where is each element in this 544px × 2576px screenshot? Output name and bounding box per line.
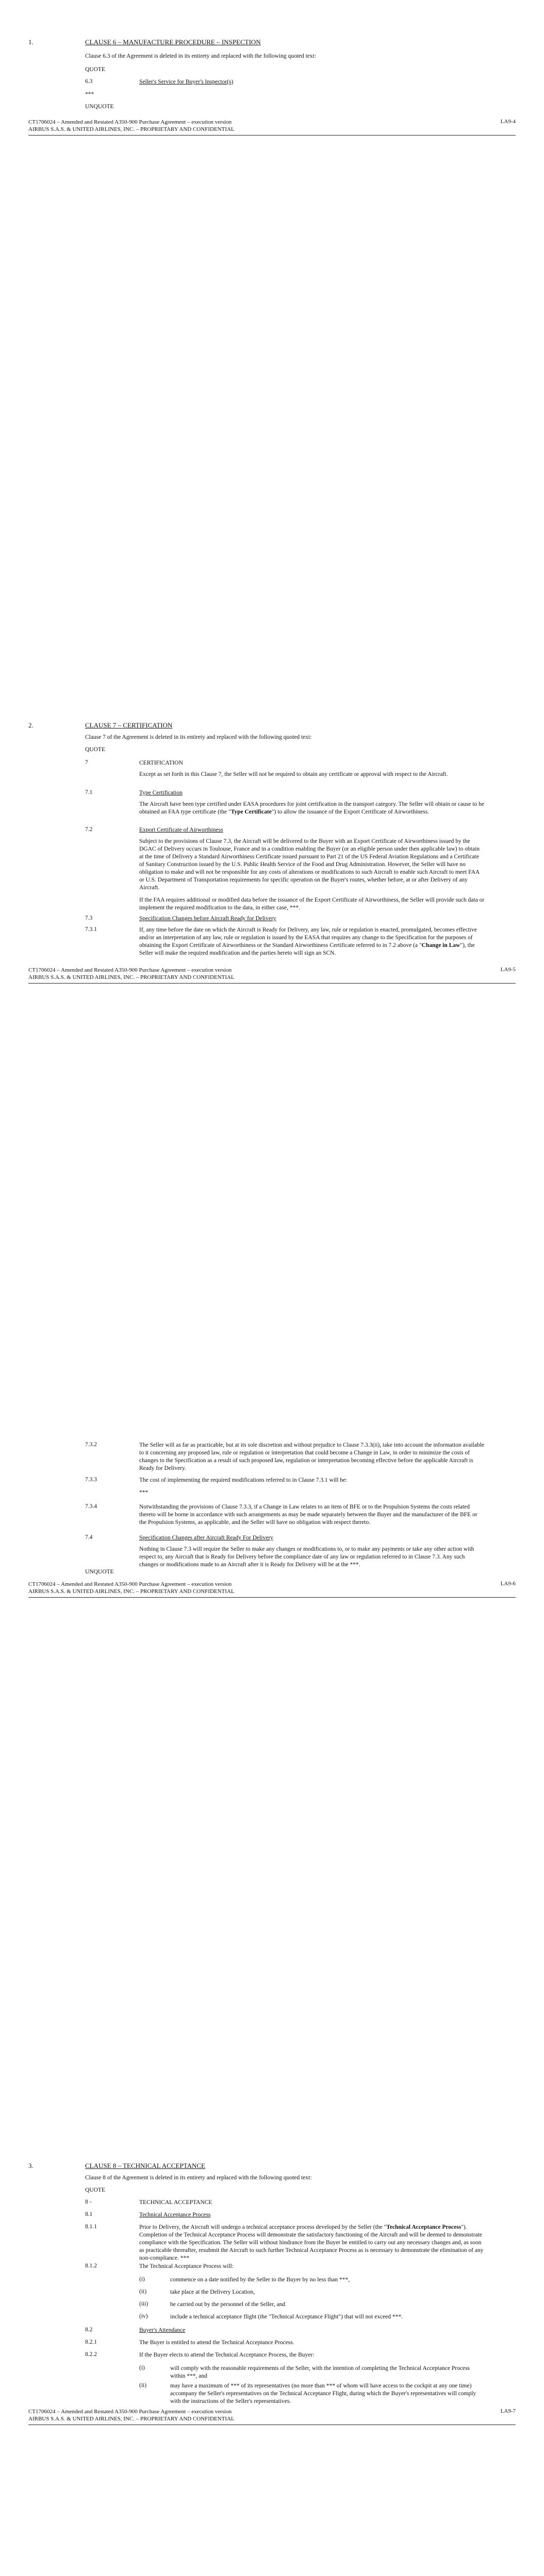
clause-number: 8.1	[85, 2211, 93, 2217]
page-footer	[28, 1581, 235, 1595]
footer-line-1: CT1706024 – Amended and Restated A350-900 Purchase Agreement – execution version	[28, 1581, 232, 1587]
clause-number: 8.1.2	[85, 2263, 97, 2269]
clause-text: The Aircraft have been type certified under EASA procedures for joint certification in the transport category. The Seller will obtain or cause to be obtained an FAA type certificate (the "Type Certificate") to allow the issuance of the Export Certificate of Airworthiness.	[139, 801, 484, 815]
clause-text: The Buyer is entitled to attend the Technical Acceptance Process.	[139, 2340, 294, 2346]
page-footer	[28, 2408, 235, 2422]
section-heading: CLAUSE 6 – MANUFACTURE PROCEDURE – INSPECTION	[85, 38, 261, 46]
footer-rule	[28, 1597, 516, 1598]
page-number: LA9-6	[500, 1581, 516, 1587]
quote-label: QUOTE	[85, 2187, 105, 2193]
list-item-number: (iv)	[139, 2313, 148, 2319]
footer-line-2: AIRBUS S.A.S. & UNITED AIRLINES, INC. – PROPRIETARY AND CONFIDENTIAL	[28, 1588, 235, 1595]
section-heading: CLAUSE 8 – TECHNICAL ACCEPTANCE	[85, 2162, 205, 2170]
clause-text: If the Buyer elects to attend the Technical Acceptance Process, the Buyer:	[139, 2352, 315, 2358]
clause-number: 8.2.1	[85, 2339, 97, 2345]
list-item-text: be carried out by the personnel of the Seller, and	[170, 2301, 286, 2308]
footer-line-1: CT1706024 – Amended and Restated A350-900 Purchase Agreement – execution version	[28, 2409, 232, 2415]
redacted-text: ***	[139, 1489, 149, 1496]
intro-text: Clause 8 of the Agreement is deleted in its entirety and replaced with the following quoted text:	[85, 2175, 312, 2181]
page-number: LA9-7	[500, 2408, 516, 2414]
clause-text: The Seller will as far as practicable, but at its sole discretion and without prejudice to Clause 7.3.3(ii), take into account the information available to it concerning any proposed law, rule or regulation or interpretation that could become a Change in Law, in order to minimize the costs of changes to the Specification as a result of such proposed law, regulation or interpretation becoming effective before the applicable Aircraft is Ready for Delivery.	[139, 1442, 485, 1471]
unquote-label: UNQUOTE	[85, 1569, 114, 1575]
clause-text: Nothing in Clause 7.3 will require the Seller to make any changes or modifications to, or to make any payments or take any other action with respect to, any Aircraft that is Ready for Delivery before the compliance date of any law or regulation referred to in Clause 7.3. Any such changes or modifications made to an Aircraft after it is Ready for Delivery will be at the ***.	[139, 1546, 474, 1568]
list-item-number: (ii)	[139, 2382, 147, 2388]
clause-title: Type Certification	[139, 790, 183, 796]
list-item-text: will comply with the reasonable requirements of the Seller, with the intention of completing the Technical Acceptance Process within ***, and	[170, 2365, 470, 2379]
clause-number: 7.3.4	[85, 1503, 97, 1510]
clause-title: Specification Changes before Aircraft Ready for Delivery	[139, 916, 276, 922]
list-item-number: (ii)	[139, 2289, 147, 2295]
list-item-number: (iii)	[139, 2301, 149, 2307]
clause-number: 7	[85, 759, 88, 766]
clause-text: Subject to the provisions of Clause 7.3, the Aircraft will be delivered to the Buyer with an Export Certificate of Airworthiness issued by the DGAC of Delivery occurs in Toulouse, France and in a condition enabling the Buyer (or an eligible person under then applicable law) to obtain at the time of Delivery a Standard Airworthiness Certificate issued pursuant to Part 21 of the US Federal Aviation Regulations and a Certificate of Sanitary Construction issued by the U.S. Public Health Service of the Food and Drug Administration. However, the Seller will have no obligation to make and will not be responsible for any costs of alterations or modifications to such Aircraft to enable such Aircraft to meet FAA or U.S. Department of Transportation requirements for specific operation on the Buyer's routes, whether before, at or after Delivery of any Aircraft.	[139, 838, 480, 891]
list-item-text: take place at the Delivery Location,	[170, 2289, 255, 2295]
clause-text: The cost of implementing the required modifications referred to in Clause 7.3.1 will be:	[139, 1477, 348, 1483]
clause-number: 7.1	[85, 789, 93, 795]
footer-line-2: AIRBUS S.A.S. & UNITED AIRLINES, INC. – PROPRIETARY AND CONFIDENTIAL	[28, 2416, 235, 2422]
footer-line-1: CT1706024 – Amended and Restated A350-900 Purchase Agreement – execution version	[28, 967, 232, 973]
list-item-number: (i)	[139, 2365, 145, 2371]
section-heading: CLAUSE 7 – CERTIFICATION	[85, 721, 173, 729]
clause-number: 8.1.1	[85, 2224, 97, 2230]
clause-title: CERTIFICATION	[139, 760, 183, 766]
clause-text: If the FAA requires additional or modified data before the issuance of the Export Certificate of Airworthiness, the Seller will provide such data or implement the required modification to the data, in either case, ***.	[139, 897, 485, 911]
footer-line-2: AIRBUS S.A.S. & UNITED AIRLINES, INC. – PROPRIETARY AND CONFIDENTIAL	[28, 126, 235, 132]
list-item-text: commence on a date notified by the Seller to the Buyer by no less than ***,	[170, 2277, 350, 2283]
page-number: LA9-4	[500, 118, 516, 125]
intro-text: Clause 6.3 of the Agreement is deleted in its entirety and replaced with the following quoted text:	[85, 53, 317, 59]
clause-number: 7.4	[85, 1534, 93, 1540]
footer-line-1: CT1706024 – Amended and Restated A350-900 Purchase Agreement – execution version	[28, 119, 232, 125]
clause-title: Technical Acceptance Process	[139, 2212, 211, 2218]
page-footer	[28, 118, 235, 133]
clause-title: Specification Changes after Aircraft Ready For Delivery	[139, 1535, 273, 1541]
clause-text: Except as set forth in this Clause 7, the Seller will not be required to obtain any certificate or approval with respect to the Aircraft.	[139, 771, 448, 777]
clause-title: Seller's Service for Buyer's Inspector(s)	[139, 79, 234, 85]
list-item-text: include a technical acceptance flight (the "Technical Acceptance Flight") that will not exceed ***.	[170, 2314, 403, 2320]
clause-number: 6.3	[85, 78, 93, 84]
clause-number: 8.2	[85, 2327, 93, 2333]
clause-number: 7.3	[85, 915, 93, 921]
footer-line-2: AIRBUS S.A.S. & UNITED AIRLINES, INC. – PROPRIETARY AND CONFIDENTIAL	[28, 974, 235, 980]
page-number: LA9-5	[500, 967, 516, 973]
clause-number: 7.3.3	[85, 1477, 97, 1483]
section-number: 2.	[28, 721, 34, 729]
quote-label: QUOTE	[85, 747, 105, 753]
page-footer	[28, 967, 235, 981]
clause-number: 7.2	[85, 826, 93, 833]
clause-text: Prior to Delivery, the Aircraft will undergo a technical acceptance process developed by the Seller (the "Technical Acceptance Process"). Completion of the Technical Acceptance Process will demonstrate the satisfactory functioning of the Aircraft and will be deemed to demonstrate compliance with the Specification. The Seller will without hindrance from the Buyer be entitled to carry out any necessary changes and, as soon as practicable thereafter, resubmit the Aircraft to such further Technical Acceptance Process as is necessary to demonstrate the elimination of any non-compliance. ***	[139, 2224, 484, 2261]
quote-label: QUOTE	[85, 66, 105, 73]
clause-text: Notwithstanding the provisions of Clause 7.3.3, if a Change in Law relates to an item of BFE or to the Propulsion Systems the costs related thereto will be borne in accordance with such arrangements as may be made separately between the Buyer and the manufacturer of the BFE or the Propulsion Systems, as applicable, and the Seller will have no obligation with respect thereto.	[139, 1504, 477, 1526]
clause-title: Export Certificate of Airworthiness	[139, 827, 223, 833]
clause-title: Buyer's Attendance	[139, 2327, 186, 2333]
list-item-number: (i)	[139, 2276, 145, 2282]
clause-text: If, any time before the date on which the Aircraft is Ready for Delivery, any law, rule or regulation is enacted, promulgated, becomes effective and/or an interpretation of any law, rule or regulation is issued by the EASA that requires any change to the Specification for the purposes of obtaining the Export Certificate of Airworthiness or the Standard Airworthiness Certificate referred to in 7.2 above (a "Change in Law"), the Seller will make the required modification and the parties hereto will sign an SCN.	[139, 927, 477, 956]
clause-text: The Technical Acceptance Process will:	[139, 2263, 234, 2269]
unquote-label: UNQUOTE	[85, 104, 114, 110]
footer-rule	[28, 983, 516, 984]
clause-title: TECHNICAL ACCEPTANCE	[139, 2199, 212, 2206]
clause-number: 7.3.2	[85, 1442, 97, 1448]
clause-number: 8 -	[85, 2199, 92, 2205]
clause-number: 7.3.1	[85, 926, 97, 933]
section-number: 1.	[28, 38, 34, 46]
section-number: 3.	[28, 2162, 34, 2170]
intro-text: Clause 7 of the Agreement is deleted in its entirety and replaced with the following quoted text:	[85, 734, 312, 740]
clause-number: 8.2.2	[85, 2351, 97, 2358]
list-item-text: may have a maximum of *** of its representatives (no more than *** of whom will have access to the cockpit at any one time) accompany the Seller's representatives on the Technical Acceptance Flight, during which the Buyer's representatives will comply with the instructions of the Seller's representatives.	[170, 2383, 476, 2404]
redacted-text: ***	[85, 91, 94, 97]
